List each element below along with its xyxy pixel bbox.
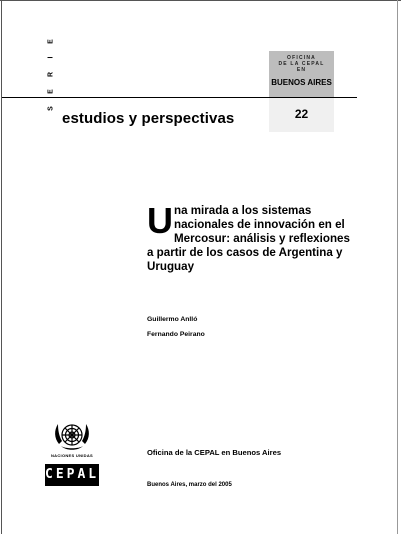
office-box-line2: DE LA CEPAL xyxy=(278,61,325,67)
serie-letter: S xyxy=(47,106,55,111)
serie-letter: E xyxy=(47,89,55,94)
series-number-box xyxy=(269,98,334,132)
office-box-line1: OFICINA xyxy=(287,55,316,61)
un-name: NACIONES UNIDAS xyxy=(50,453,94,458)
serie-vertical-label xyxy=(44,34,58,112)
page-border-top xyxy=(0,0,401,1)
publication-place-date: Buenos Aires, marzo del 2005 xyxy=(147,482,232,488)
serie-letter: R xyxy=(47,71,55,78)
document-title xyxy=(147,200,357,274)
page-border-left xyxy=(1,0,2,534)
author-name: Guillermo Anlló xyxy=(147,316,198,323)
office-box-city: BUENOS AIRES xyxy=(271,78,332,87)
title-dropcap: U xyxy=(147,200,173,241)
serie-letter: I xyxy=(47,56,55,59)
office-box xyxy=(269,51,334,97)
un-emblem-icon xyxy=(52,418,92,454)
office-box-line3: EN xyxy=(296,67,307,73)
cepal-logo: CEPAL xyxy=(45,464,99,486)
publisher-office: Oficina de la CEPAL en Buenos Aires xyxy=(147,448,282,457)
page-border-right xyxy=(397,0,398,534)
series-number: 22 xyxy=(294,107,309,121)
title-text: na mirada a los sistemas nacionales de innovación en el Mercosur: análisis y reflexiones a partir de los casos de Argentina y Uruguay xyxy=(147,204,350,273)
author-name: Fernando Peirano xyxy=(147,331,205,338)
series-title: estudios y perspectivas xyxy=(62,110,235,127)
serie-letter: E xyxy=(47,39,55,44)
